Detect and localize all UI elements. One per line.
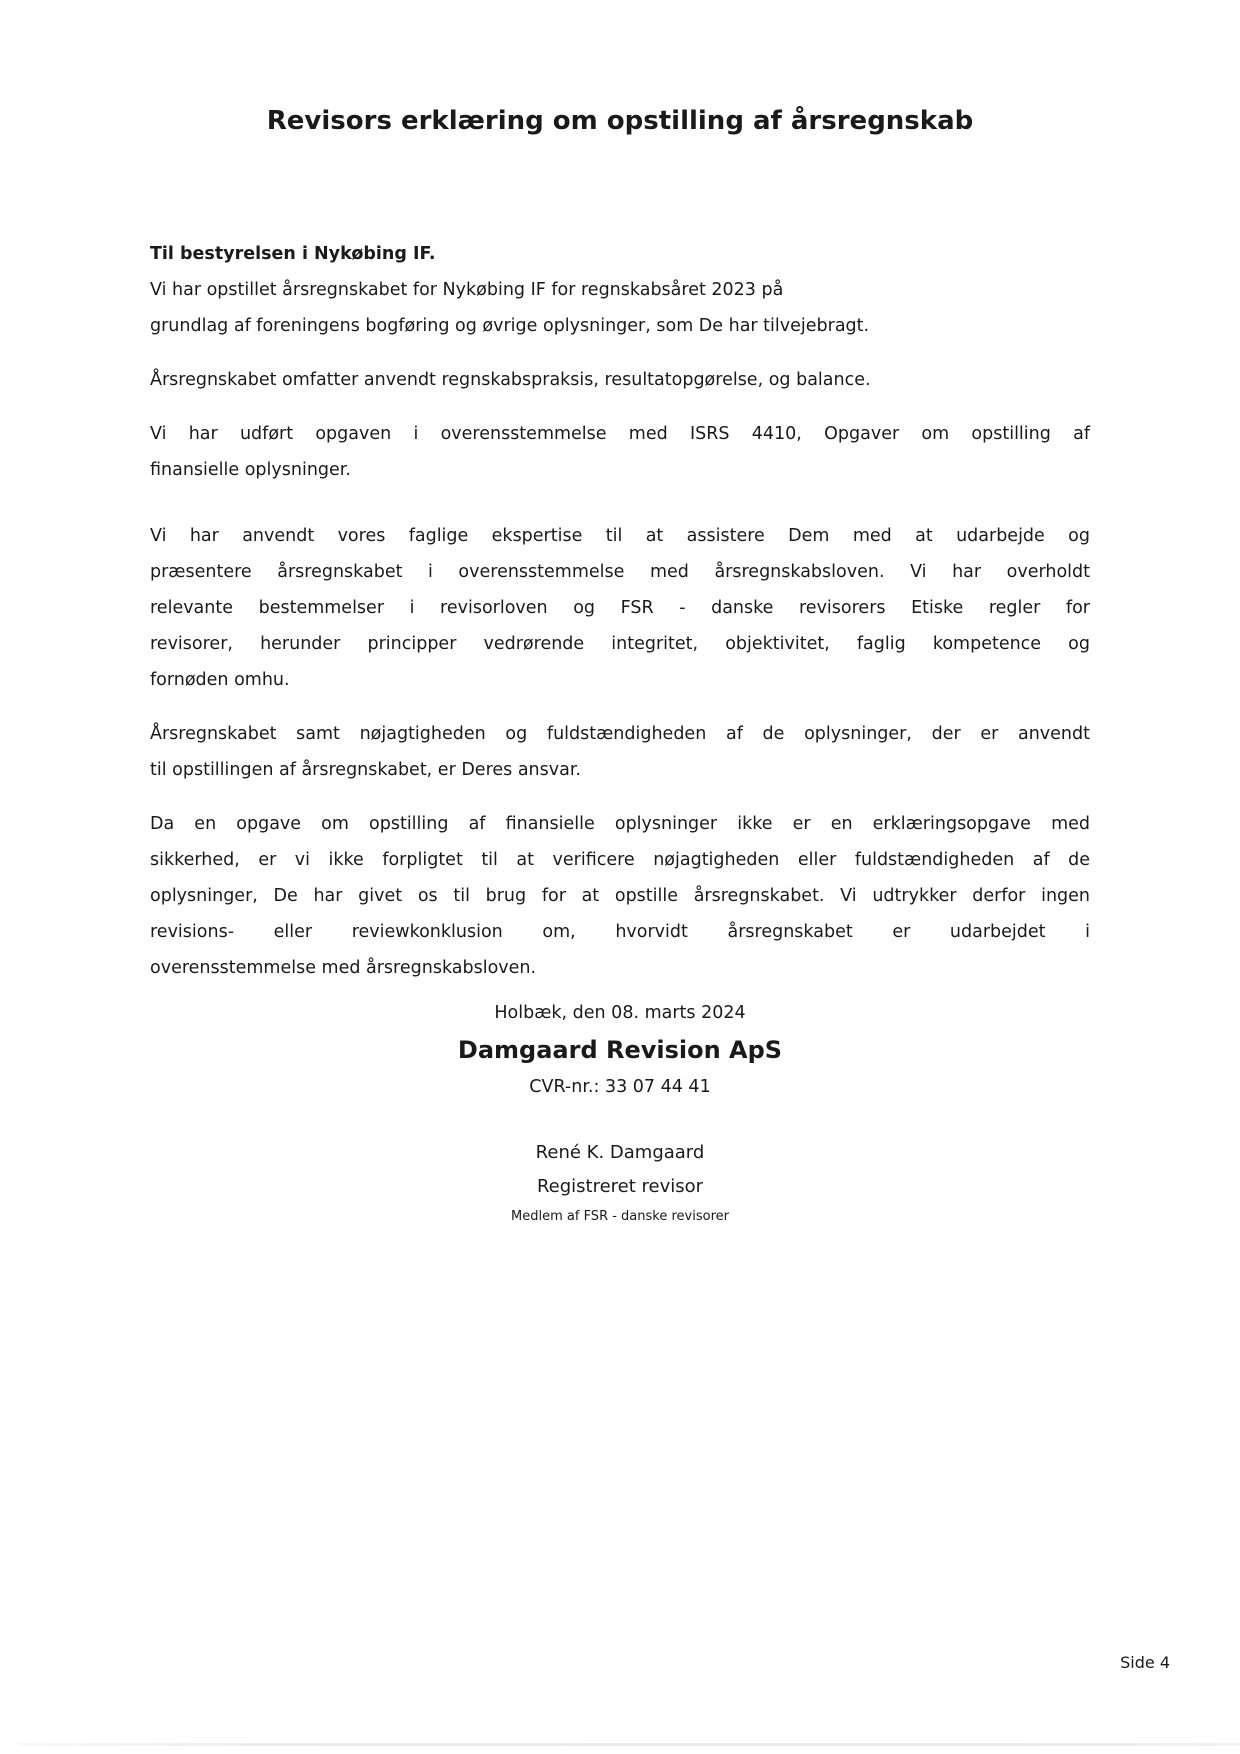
text-line: revisorer, herunder principper vedrørende integritet, objektivitet, faglig kompetence og — [150, 634, 1090, 654]
text-line: relevante bestemmelser i revisorloven og FSR - danske revisorers Etiske regler for — [150, 598, 1090, 618]
text-line: grundlag af foreningens bogføring og øvrige oplysninger, som De har tilvejebragt. — [150, 316, 870, 336]
text-line: Årsregnskabet omfatter anvendt regnskabspraksis, resultatopgørelse, og balance. — [150, 370, 871, 390]
text-line: præsentere årsregnskabet i overensstemmelse med årsregnskabsloven. Vi har overholdt — [150, 562, 1090, 582]
text-line: fornøden omhu. — [150, 670, 290, 690]
text-line: Vi har opstillet årsregnskabet for Nykøbing IF for regnskabsåret 2023 på — [150, 280, 784, 300]
text-line: oplysninger, De har givet os til brug for at opstille årsregnskabet. Vi udtrykker derfor ingen — [150, 886, 1090, 906]
text-line: Vi har anvendt vores faglige ekspertise til at assistere Dem med at udarbejde og — [150, 526, 1090, 546]
text-line: til opstillingen af årsregnskabet, er Deres ansvar. — [150, 760, 581, 780]
page-number: Side 4 — [1120, 1653, 1170, 1672]
paragraph-6 — [150, 806, 1090, 986]
scan-artifact-line — [18, 1743, 1240, 1746]
cvr-number: CVR-nr.: 33 07 44 41 — [529, 1077, 711, 1097]
text-line: overensstemmelse med årsregnskabsloven. — [150, 958, 537, 978]
paragraph-2 — [150, 362, 1090, 398]
signature-spacer — [0, 1104, 1240, 1136]
membership-note: Medlem af FSR - danske revisorer — [511, 1209, 729, 1224]
salutation: Til bestyrelsen i Nykøbing IF. — [150, 244, 436, 264]
signature-block — [0, 996, 1240, 1230]
text-line: sikkerhed, er vi ikke forpligtet til at verificere nøjagtigheden eller fuldstændigheden af de — [150, 850, 1090, 870]
firm-name: Damgaard Revision ApS — [457, 1036, 783, 1064]
text-line: Da en opgave om opstilling af finansielle oplysninger ikke er en erklæringsopgave med — [150, 814, 1090, 834]
text-line: revisions- eller reviewkonklusion om, hvorvidt årsregnskabet er udarbejdet i — [150, 922, 1090, 942]
document-body — [150, 236, 1090, 1004]
paragraph-salutation-block — [150, 236, 1090, 344]
paragraph-5 — [150, 716, 1090, 788]
paragraph-3 — [150, 416, 1090, 488]
document-title: Revisors erklæring om opstilling af årsregnskab — [266, 106, 974, 136]
place-date-line: Holbæk, den 08. marts 2024 — [494, 1003, 746, 1023]
paragraph-4 — [150, 518, 1090, 698]
text-line: Vi har udført opgaven i overensstemmelse med ISRS 4410, Opgaver om opstilling af — [150, 424, 1090, 444]
text-line: finansielle oplysninger. — [150, 460, 351, 480]
signer-name: René K. Damgaard — [535, 1142, 705, 1163]
signer-title: Registreret revisor — [536, 1176, 704, 1197]
text-line: Årsregnskabet samt nøjagtigheden og fuldstændigheden af de oplysninger, der er anvendt — [150, 724, 1090, 744]
